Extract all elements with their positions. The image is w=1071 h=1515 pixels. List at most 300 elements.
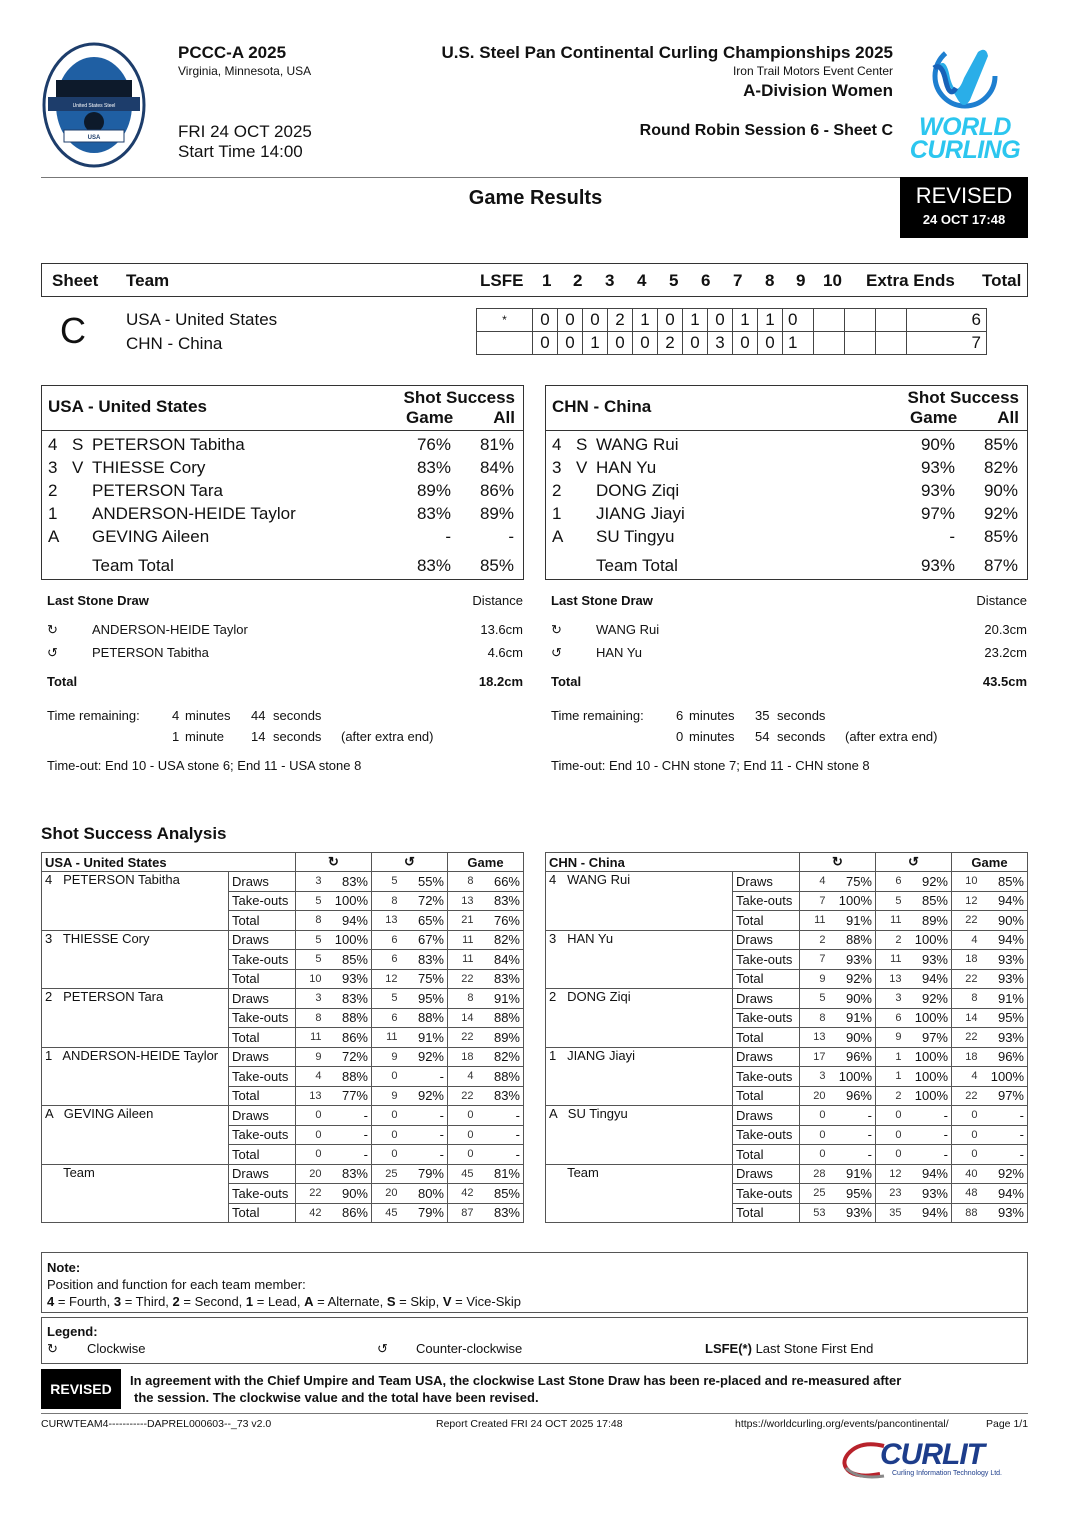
ssa-count: 13	[372, 911, 400, 931]
ssa-percent: 100%	[904, 1067, 952, 1087]
extra-end-score: 1	[783, 332, 814, 355]
ssa-team-name: USA - United States	[42, 853, 296, 872]
ssa-game-header: Game	[448, 853, 524, 872]
ssa-percent: 75%	[400, 969, 448, 989]
note-line: Position and function for each team member:	[47, 1277, 306, 1292]
lsd-distance-label: Distance	[472, 593, 523, 608]
ssa-percent: 91%	[828, 1164, 876, 1184]
ssa-count: 22	[952, 1028, 980, 1048]
ssa-percent: 72%	[400, 891, 448, 911]
ssa-percent: -	[476, 1145, 524, 1165]
note-value: = Skip,	[395, 1294, 443, 1309]
ssa-player-name: 1 ANDERSON-HEIDE Taylor	[42, 1047, 229, 1106]
ssa-percent: 89%	[904, 911, 952, 931]
ssa-team-name: CHN - China	[546, 853, 800, 872]
ssa-count: 6	[372, 1008, 400, 1028]
ssa-category: Draws	[229, 1164, 296, 1184]
counter-clockwise-icon: ↺	[372, 853, 448, 872]
ssa-percent: 93%	[980, 969, 1028, 989]
team-total-row: Team Total 93% 87%	[596, 556, 1018, 575]
ssa-count: 0	[448, 1145, 476, 1165]
ssa-category: Take-outs	[229, 1067, 296, 1087]
ssa-count: 22	[448, 969, 476, 989]
col-end: 2	[573, 271, 583, 290]
ssa-count: 7	[800, 891, 828, 911]
ssa-table	[545, 852, 1028, 1223]
ssa-count: 3	[296, 872, 324, 892]
ssa-percent: 86%	[324, 1028, 372, 1048]
extra-end-score	[876, 332, 907, 355]
extra-end-score	[876, 309, 907, 332]
ssa-row	[42, 1106, 524, 1126]
ssa-percent: 100%	[980, 1067, 1028, 1087]
world-curling-wordmark-2: CURLING	[909, 136, 1021, 164]
ssa-count: 12	[876, 1164, 904, 1184]
shot-success-label: Shot Success	[403, 388, 515, 407]
ssa-percent: 100%	[828, 1067, 876, 1087]
ssa-player-name: 3 THIESSE Cory	[42, 930, 229, 989]
ssa-percent: 94%	[980, 930, 1028, 950]
ssa-count: 0	[952, 1145, 980, 1165]
scoreboard-header	[41, 263, 1028, 297]
col-end: 5	[669, 271, 679, 290]
ssa-percent: 83%	[476, 1203, 524, 1223]
ssa-category: Draws	[733, 1106, 800, 1126]
col-team: Team	[126, 271, 170, 290]
ssa-percent: 88%	[828, 930, 876, 950]
score-grid	[476, 308, 987, 355]
player-box-header	[42, 386, 523, 431]
lsd-title: Last Stone Draw	[551, 593, 653, 608]
end-score: 1	[733, 309, 758, 332]
ssa-row	[42, 872, 524, 892]
legend-lsfe: LSFE(*) Last Stone First End	[705, 1341, 874, 1356]
ssa-count: 1	[876, 1047, 904, 1067]
shot-success-analysis-title: Shot Success Analysis	[41, 824, 227, 843]
ssa-category: Take-outs	[229, 891, 296, 911]
ssa-count: 9	[296, 1047, 324, 1067]
ssa-percent: 83%	[324, 989, 372, 1009]
ssa-percent: 81%	[476, 1164, 524, 1184]
counter-clockwise-icon: ↺	[47, 645, 58, 660]
ssa-percent: 79%	[400, 1164, 448, 1184]
ssa-count: 4	[296, 1067, 324, 1087]
ssa-percent: 94%	[904, 1164, 952, 1184]
player-row: 2 DONG Ziqi 93% 90%	[552, 481, 1018, 500]
shot-success-label: Shot Success	[907, 388, 1019, 407]
ssa-player-name: 4 WANG Rui	[546, 872, 733, 931]
ssa-percent: 92%	[400, 1047, 448, 1067]
ssa-count: 0	[372, 1106, 400, 1126]
ssa-count: 11	[876, 911, 904, 931]
ssa-count: 0	[372, 1125, 400, 1145]
ssa-game-header: Game	[952, 853, 1028, 872]
total-score: 6	[907, 309, 987, 332]
end-score: 3	[708, 332, 733, 355]
ssa-percent: 94%	[980, 891, 1028, 911]
ssa-category: Draws	[229, 989, 296, 1009]
world-curling-logo	[898, 38, 1032, 168]
team-usa-name: USA - United States	[126, 310, 278, 329]
ssa-count: 22	[448, 1028, 476, 1048]
revised-label: REVISED	[915, 183, 1013, 208]
lsd-distance-label: Distance	[976, 593, 1027, 608]
clockwise-icon: ↻	[47, 622, 58, 637]
end-score: 0	[708, 309, 733, 332]
ssa-count: 23	[876, 1184, 904, 1204]
ssa-percent: 65%	[400, 911, 448, 931]
ssa-row	[42, 1164, 524, 1184]
timeout-info: Time-out: End 10 - CHN stone 7; End 11 - CHN stone 8	[551, 758, 870, 773]
ssa-percent: 94%	[980, 1184, 1028, 1204]
ssa-player-name: 2 DONG Ziqi	[546, 989, 733, 1048]
end-score: 0	[683, 332, 708, 355]
ssa-category: Total	[229, 1086, 296, 1106]
col-sheet: Sheet	[52, 271, 99, 290]
ssa-category: Take-outs	[733, 1184, 800, 1204]
ssa-player-name: 2 PETERSON Tara	[42, 989, 229, 1048]
ssa-percent: 97%	[980, 1086, 1028, 1106]
ssa-category: Draws	[733, 989, 800, 1009]
note-position-key	[47, 1293, 1022, 1310]
ssa-count: 4	[952, 930, 980, 950]
ssa-count: 3	[296, 989, 324, 1009]
ssa-count: 0	[448, 1125, 476, 1145]
venue: Iron Trail Motors Event Center	[732, 64, 893, 78]
ssa-category: Draws	[733, 872, 800, 892]
ssa-percent: 95%	[828, 1184, 876, 1204]
note-value: = Second,	[179, 1294, 246, 1309]
ssa-count: 40	[952, 1164, 980, 1184]
all-label: All	[493, 408, 515, 427]
player-row: 3 V THIESSE Cory 83% 84%	[48, 458, 514, 477]
end-score: 0	[658, 309, 683, 332]
ssa-percent: 92%	[980, 1164, 1028, 1184]
ssa-percent: 88%	[476, 1067, 524, 1087]
ssa-percent: 93%	[980, 1028, 1028, 1048]
ssa-percent: -	[324, 1125, 372, 1145]
ssa-count: 0	[296, 1125, 324, 1145]
revised-timestamp: 24 OCT 17:48	[922, 212, 1006, 227]
game-results-page: USA United States Steel PCCC-A 2025 Virginia, Minnesota, USA FRI 24 OCT 2025 Start Time 14:00 U.S. Steel Pan Continental Curling Championships 2025 Iron Trail Motors Event Center A-Division Women Round Robin Session 6 - Sheet C WORLD CURLING Game Results REVISED 24 OCT 17:48 Sheet Team LSFE 1 2 3 4 5 6 7 8 9 10 Extra Ends Total C USA - United States CHN - China * 0 0 0 2 1 0 1 0 1 1 0 6 0 0 1 0 0 2 0 3 0 0 1 7 USA - United States Shot Success Game All 4 S PETERSON Tabitha 76% 81% 3 V THIESSE Cory 83% 84% 2 PETERSON Tara 89% 86% 1 ANDERSON-HEIDE Taylor 83% 89% A GEVING Aileen - - Team Total 83% 85% CHN - China Shot Success Game All 4 S WANG Rui 90% 85% 3 V HAN Yu 93% 82% 2 DONG Ziqi 93% 90% 1 JIANG Jiayi 97% 92% A SU Tingyu - 85% Team Total 93% 87% Last Stone Draw Distance ↻ ANDERSON-HEIDE Taylor 13.6cm ↺ PETERSON Tabitha 4.6cm Total 18.2cm Time remaining: 4 minutes 44 seconds 1 minute 14 seconds (after extra end) Time-out: End 10 - USA stone 6; End 11 - USA stone 8 Last Stone Draw Distance ↻ WANG Rui 20.3cm ↺ HAN Yu 23.2cm Total 43.5cm Time remaining: 6 minutes 35 seconds 0 minutes 54 seconds (after extra end) Time-out: End 10 - CHN stone 7; End 11 - CHN stone 8 Shot Success Analysis USA - United States ↻ ↺ Game 4 PETERSON Tabitha Draws 3 83% 5 55% 8 66% Take-outs 5 100% 8 72% 13 83% Total 8 94% 13 65% 21 76% 3 THIESSE Cory Draws 5 100% 6 67% 11 82% Take-outs 5 85% 6 83% 11 84% Total 10 93% 12 75% 22 83% 2 PETERSON Tara Draws 3 83% 5 95% 8 91% Take-outs 8 88% 6 88% 14 88% Total 11 86% 11 91% 22 89% 1 ANDERSON-HEIDE Taylor Draws 9 72% 9 92% 18 82% Take-outs 4 88% 0 - 4 88% Total 13 77% 9 92% 22 83% A GEVING Aileen Draws 0 - 0 - 0 - Take-outs 0 - 0 - 0 - Total 0 - 0 - 0 - Team Draws 20 83% 25 79% 45 81% Take-outs 22 90% 20 80% 42 85% Total 42 86% 45 79% 87 83% CHN - China ↻ ↺ Game 4 WANG Rui Draws 4 75% 6 92% 10 85% Take-outs 7 100% 5 85% 12 94% Total 11 91% 11 89% 22 90% 3 HAN Yu Draws 2 88% 2 100% 4 94% Take-outs 7 93% 11 93% 18 93% Total 9 92% 13 94% 22 93% 2 DONG Ziqi Draws 5 90% 3 92% 8 91% Take-outs 8 91% 6 100% 14 95% Total 13 90% 9 97% 22 93% 1 JIANG Jiayi Draws 17 96% 1 100% 18 96% Take-outs 3 100% 1 100% 4 100% Total 20 96% 2 100% 22 97% A SU Tingyu Draws 0 - 0 - 0 - Take-outs 0 - 0 - 0 - Total 0 - 0 - 0 - Team Draws 28 91% 12 94% 40 92% Take-outs 25 95% 23 93% 48 94% Total 53 93% 35 94% 88 93% Note: Position and function for each team member: 4 = Fourth, 3 = Third, 2 = Second, 1 = Lead, A = Alternate, S = Skip, V = Vice-Skip Legend: ↻ Clockwise ↺ Counter-clockwise LSFE(*) Last Stone First End REVISED In agreement with the Chief Umpire and Team USA, the clockwise Last Stone Draw has been re-placed and re-measured after the session. The clockwise value and the total have been revised. CURWTEAM4-----------DAPREL000603--_73 v2.0 Report Created FRI 24 OCT 2025 17:48 https://worldcurling.org/events/pancontinental/ Page 1/1 CURLIT Curling Information Technology Ltd.	[0, 0, 1071, 1515]
ssa-percent: -	[400, 1106, 448, 1126]
curlit-logo	[840, 1438, 1030, 1483]
ssa-count: 8	[296, 1008, 324, 1028]
ssa-count: 0	[800, 1145, 828, 1165]
ssa-category: Draws	[229, 1047, 296, 1067]
ssa-count: 14	[448, 1008, 476, 1028]
lsd-total-row: Total 43.5cm	[551, 674, 1027, 689]
ssa-count: 45	[372, 1203, 400, 1223]
time-remaining-row: Time remaining: 4 minutes 44 seconds	[47, 708, 322, 723]
clockwise-icon: ↻	[296, 853, 372, 872]
note-key: 1	[245, 1294, 254, 1309]
end-score: 2	[658, 332, 683, 355]
ssa-percent: 96%	[828, 1086, 876, 1106]
ssa-player-name: A SU Tingyu	[546, 1106, 733, 1165]
ssa-category: Total	[229, 911, 296, 931]
world-curling-wordmark-1: WORLD	[919, 113, 1011, 141]
ssa-count: 0	[800, 1125, 828, 1145]
ssa-category: Take-outs	[229, 950, 296, 970]
ssa-percent: 92%	[400, 1086, 448, 1106]
ssa-count: 0	[372, 1145, 400, 1165]
legend-box	[41, 1317, 1028, 1364]
clockwise-icon: ↻	[800, 853, 876, 872]
ssa-count: 87	[448, 1203, 476, 1223]
sheet-letter: C	[60, 310, 86, 351]
ssa-category: Total	[733, 911, 800, 931]
ssa-count: 2	[876, 930, 904, 950]
ssa-count: 28	[800, 1164, 828, 1184]
ssa-count: 22	[952, 1086, 980, 1106]
col-extra-ends: Extra Ends	[866, 271, 955, 290]
ssa-count: 17	[800, 1047, 828, 1067]
header-divider	[41, 177, 1028, 178]
lsd-row: ↺ HAN Yu 23.2cm	[551, 645, 1027, 660]
ssa-count: 5	[296, 930, 324, 950]
ssa-category: Draws	[733, 1047, 800, 1067]
svg-text:USA: USA	[87, 135, 101, 141]
counter-clockwise-icon: ↺	[377, 1341, 388, 1356]
team-name: USA - United States	[48, 397, 208, 416]
ssa-count: 8	[800, 1008, 828, 1028]
shot-success-header	[404, 388, 516, 428]
ssa-category: Take-outs	[733, 1125, 800, 1145]
ssa-percent: -	[400, 1145, 448, 1165]
ssa-count: 25	[800, 1184, 828, 1204]
ssa-percent: 97%	[904, 1028, 952, 1048]
ssa-row	[42, 989, 524, 1009]
note-key: 4	[47, 1294, 55, 1309]
ssa-count: 0	[448, 1106, 476, 1126]
start-time: Start Time 14:00	[178, 142, 303, 161]
curlit-subtitle: Curling Information Technology Ltd.	[892, 1470, 1002, 1477]
ssa-row	[546, 1047, 1028, 1067]
end-score: 0	[633, 332, 658, 355]
clockwise-icon: ↻	[47, 1341, 58, 1356]
ssa-count: 35	[876, 1203, 904, 1223]
ssa-percent: 93%	[980, 950, 1028, 970]
ssa-count: 13	[296, 1086, 324, 1106]
ssa-category: Total	[229, 1028, 296, 1048]
ssa-percent: 91%	[476, 989, 524, 1009]
ssa-percent: 83%	[400, 950, 448, 970]
lsd-row: ↺ PETERSON Tabitha 4.6cm	[47, 645, 523, 660]
ssa-player-name: Team	[546, 1164, 733, 1223]
end-score: 1	[583, 332, 608, 355]
ssa-percent: 94%	[904, 969, 952, 989]
ssa-category: Take-outs	[733, 891, 800, 911]
ssa-count: 10	[296, 969, 324, 989]
chn-player-box	[545, 385, 1028, 580]
event-url[interactable]: https://worldcurling.org/events/pancontinental/	[735, 1418, 949, 1430]
note-value: = Vice-Skip	[451, 1294, 522, 1309]
col-end: 9	[796, 271, 806, 290]
extra-end-score	[845, 309, 876, 332]
ssa-percent: 92%	[904, 872, 952, 892]
ssa-percent: -	[828, 1145, 876, 1165]
ssa-percent: 85%	[980, 872, 1028, 892]
end-score: 0	[733, 332, 758, 355]
ssa-percent: 93%	[828, 950, 876, 970]
ssa-count: 45	[448, 1164, 476, 1184]
counter-clockwise-icon: ↺	[876, 853, 952, 872]
ssa-percent: 91%	[400, 1028, 448, 1048]
ssa-count: 11	[448, 930, 476, 950]
col-end: 7	[733, 271, 743, 290]
ssa-count: 20	[800, 1086, 828, 1106]
end-score: 0	[758, 332, 783, 355]
ssa-count: 9	[372, 1047, 400, 1067]
note-key: S	[386, 1294, 396, 1309]
player-row: 4 S PETERSON Tabitha 76% 81%	[48, 435, 514, 454]
ssa-category: Draws	[229, 872, 296, 892]
ssa-header-row	[546, 853, 1028, 872]
player-row: 1 JIANG Jiayi 97% 92%	[552, 504, 1018, 523]
ssa-row	[546, 989, 1028, 1009]
score-row-usa	[477, 309, 987, 332]
ssa-table	[41, 852, 524, 1223]
ssa-count: 9	[876, 1028, 904, 1048]
ssa-count: 20	[296, 1164, 324, 1184]
ssa-percent: 100%	[904, 1086, 952, 1106]
ssa-player-name: 1 JIANG Jiayi	[546, 1047, 733, 1106]
col-end: 3	[605, 271, 615, 290]
ssa-category: Draws	[733, 1164, 800, 1184]
ssa-percent: -	[904, 1106, 952, 1126]
ssa-count: 6	[372, 950, 400, 970]
note-value: = Alternate,	[313, 1294, 387, 1309]
ssa-percent: 84%	[476, 950, 524, 970]
ssa-count: 11	[448, 950, 476, 970]
ssa-percent: 100%	[904, 1008, 952, 1028]
note-key: 3	[113, 1294, 122, 1309]
ssa-percent: 100%	[904, 930, 952, 950]
ssa-percent: -	[980, 1145, 1028, 1165]
revised-badge	[900, 177, 1028, 238]
ssa-count: 25	[372, 1164, 400, 1184]
ssa-count: 22	[296, 1184, 324, 1204]
ssa-count: 0	[952, 1106, 980, 1126]
session: Round Robin Session 6 - Sheet C	[639, 122, 893, 139]
ssa-count: 5	[372, 872, 400, 892]
ssa-percent: 91%	[828, 911, 876, 931]
ssa-category: Take-outs	[733, 950, 800, 970]
ssa-count: 4	[448, 1067, 476, 1087]
col-lsfe: LSFE	[480, 271, 524, 290]
ssa-row	[546, 872, 1028, 892]
ssa-count: 5	[296, 950, 324, 970]
ssa-percent: 93%	[904, 950, 952, 970]
ssa-count: 1	[876, 1067, 904, 1087]
team-name: CHN - China	[552, 397, 652, 416]
ssa-percent: -	[476, 1106, 524, 1126]
note-box	[41, 1252, 1028, 1313]
ssa-percent: -	[400, 1125, 448, 1145]
ssa-count: 20	[372, 1184, 400, 1204]
footer-divider	[41, 1413, 1028, 1414]
ssa-count: 11	[800, 911, 828, 931]
event-location: Virginia, Minnesota, USA	[178, 64, 312, 78]
extra-end-score	[814, 332, 845, 355]
lsfe-cell	[477, 332, 533, 355]
ssa-count: 8	[372, 891, 400, 911]
ssa-row	[546, 930, 1028, 950]
ssa-percent: 90%	[828, 989, 876, 1009]
ssa-count: 11	[372, 1028, 400, 1048]
ssa-category: Total	[733, 1028, 800, 1048]
ssa-percent: -	[828, 1125, 876, 1145]
ssa-percent: 90%	[828, 1028, 876, 1048]
ssa-percent: 86%	[324, 1203, 372, 1223]
ssa-count: 12	[952, 891, 980, 911]
division: A-Division Women	[743, 81, 893, 100]
ssa-count: 22	[952, 969, 980, 989]
end-score: 1	[683, 309, 708, 332]
ssa-count: 53	[800, 1203, 828, 1223]
lsd-total-row: Total 18.2cm	[47, 674, 523, 689]
player-row: 2 PETERSON Tara 89% 86%	[48, 481, 514, 500]
ssa-player-name: A GEVING Aileen	[42, 1106, 229, 1165]
ssa-count: 21	[448, 911, 476, 931]
ssa-count: 6	[372, 930, 400, 950]
ssa-player-name: 3 HAN Yu	[546, 930, 733, 989]
end-score: 0	[558, 332, 583, 355]
extra-end-score	[814, 309, 845, 332]
doc-code: CURWTEAM4-----------DAPREL000603--_73 v2.0	[41, 1418, 272, 1430]
ssa-percent: 72%	[324, 1047, 372, 1067]
ssa-count: 0	[296, 1106, 324, 1126]
ssa-category: Total	[733, 1145, 800, 1165]
ssa-category: Take-outs	[229, 1184, 296, 1204]
team-total-row: Team Total 83% 85%	[92, 556, 514, 575]
ssa-count: 42	[296, 1203, 324, 1223]
ssa-percent: 85%	[324, 950, 372, 970]
player-row: A GEVING Aileen - -	[48, 527, 514, 546]
team-chn-name: CHN - China	[126, 334, 223, 353]
ssa-percent: 85%	[476, 1184, 524, 1204]
ssa-count: 0	[876, 1145, 904, 1165]
end-score: 0	[533, 309, 558, 332]
ssa-category: Total	[229, 969, 296, 989]
clockwise-icon: ↻	[551, 622, 562, 637]
time-remaining-row: Time remaining: 6 minutes 35 seconds	[551, 708, 826, 723]
ssa-category: Total	[733, 1086, 800, 1106]
ssa-percent: 75%	[828, 872, 876, 892]
col-total: Total	[982, 271, 1022, 290]
end-score: 1	[633, 309, 658, 332]
ssa-percent: 88%	[476, 1008, 524, 1028]
ssa-percent: 93%	[904, 1184, 952, 1204]
note-key: 2	[172, 1294, 180, 1309]
ssa-count: 3	[800, 1067, 828, 1087]
ssa-percent: -	[980, 1125, 1028, 1145]
ssa-count: 8	[448, 872, 476, 892]
ssa-count: 11	[876, 950, 904, 970]
ssa-count: 7	[800, 950, 828, 970]
ssa-percent: 93%	[324, 969, 372, 989]
ssa-percent: 91%	[980, 989, 1028, 1009]
ssa-count: 22	[952, 911, 980, 931]
ssa-percent: 96%	[828, 1047, 876, 1067]
end-score: 0	[608, 332, 633, 355]
ssa-row	[546, 1164, 1028, 1184]
counter-clockwise-icon: ↺	[551, 645, 562, 660]
ssa-count: 0	[296, 1145, 324, 1165]
svg-text:United States Steel: United States Steel	[72, 103, 116, 109]
ssa-count: 11	[296, 1028, 324, 1048]
